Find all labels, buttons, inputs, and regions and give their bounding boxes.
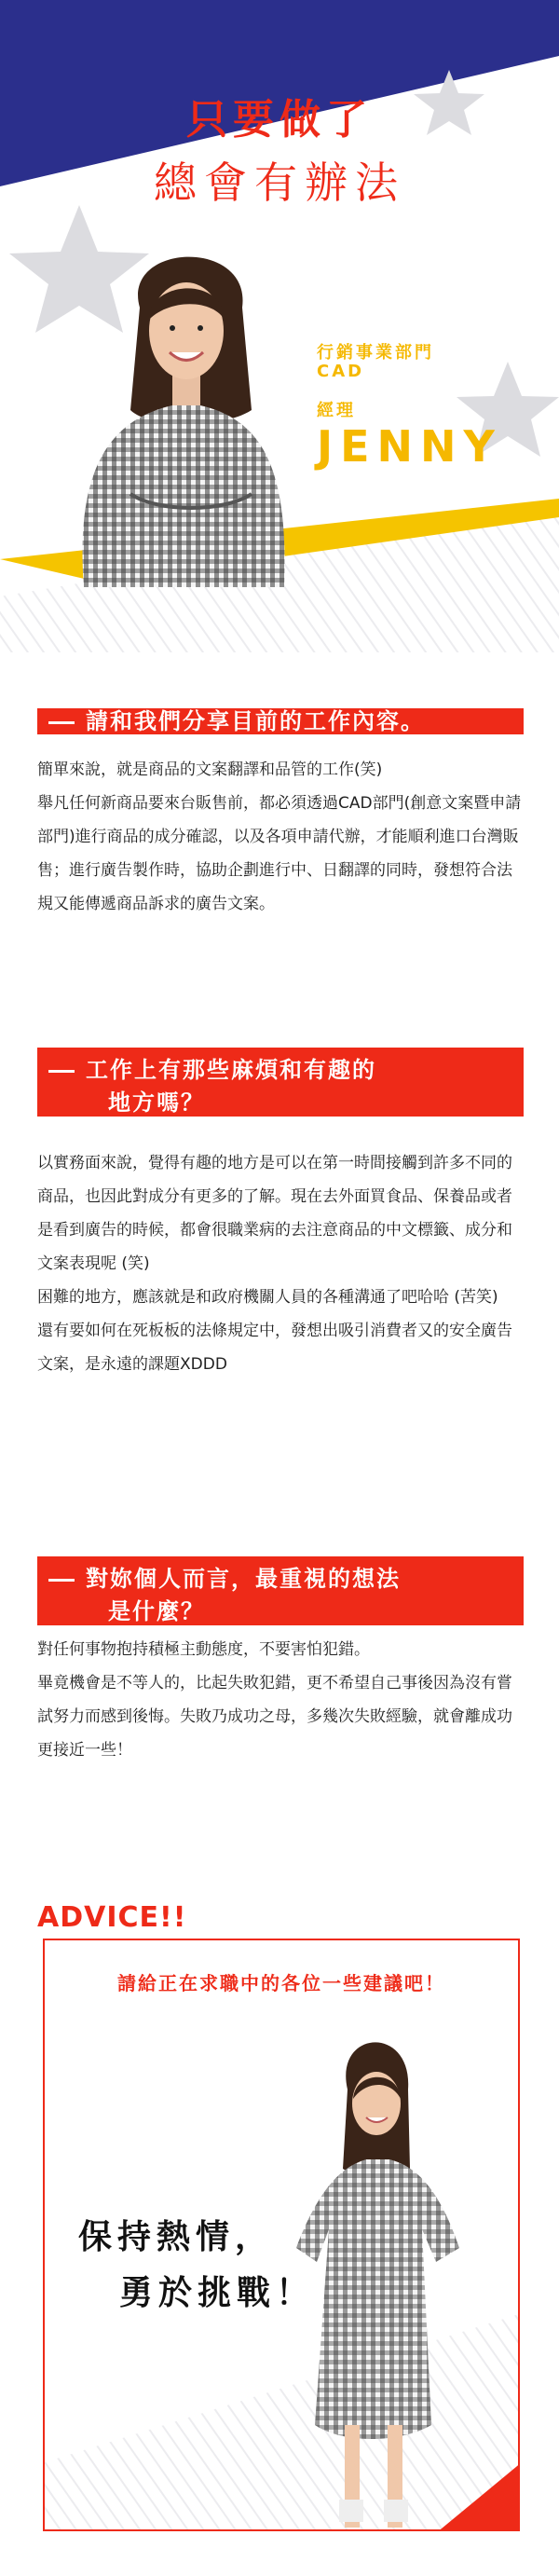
advice-label: ADVICE!! [37, 1901, 187, 1934]
paragraph: 困難的地方，應該就是和政府機關人員的各種溝通了吧哈哈 (苦笑) [37, 1288, 498, 1307]
section-2-title-line2: 地方嗎？ [108, 1089, 205, 1116]
paragraph: 以實務面來說，覺得有趣的地方是可以在第一時間接觸到許多不同的商品，也因此對成分有更多的了解。現在去外面買食品、保養品或者是看到廣告的時候，都會很職業病的去注意商品的中文標籤、成分和文案表現呢 (笑) [37, 1154, 512, 1273]
section-3-body [37, 1633, 526, 1767]
department-label: 行銷事業部門 [317, 343, 434, 363]
position-label: 經理 [317, 401, 356, 420]
dash-icon [48, 1579, 75, 1582]
paragraph: 對任何事物抱持積極主動態度，不要害怕犯錯。 [37, 1640, 370, 1659]
department-code: CAD [317, 362, 365, 381]
slogan-line1: 保持熱情， [78, 2218, 275, 2256]
hero-title-line2: 總會有辦法 [154, 158, 405, 208]
jenny-portrait-image [37, 233, 317, 587]
section-1-body [37, 753, 526, 921]
paragraph: 簡單來說，就是商品的文案翻譯和品管的工作(笑) [37, 760, 383, 779]
paragraph: 舉凡任何新商品要來台販售前，都必須透過CAD部門(創意文案暨申請部門)進行商品的成分確認，以及各項申請代辦，才能順利進口台灣販售；進行廣告製作時，協助企劃進行中、日翻譯的同時，發想符合法規又能傳遞商品訴求的廣告文案。 [37, 794, 522, 913]
section-2-title-line1: 工作上有那些麻煩和有趣的 [86, 1057, 376, 1083]
person-name: JENNY [317, 421, 502, 472]
section-2-heading [37, 1048, 524, 1117]
advice-box [43, 1939, 520, 2531]
dash-icon [48, 721, 75, 724]
hero-title-line1: 只要做了 [186, 96, 373, 144]
dash-icon [48, 1070, 75, 1073]
section-1-title: 請和我們分享目前的工作內容。 [86, 708, 425, 734]
section-1-heading [37, 708, 524, 734]
slogan-line2: 勇於挑戰！ [119, 2274, 316, 2312]
section-2-body [37, 1146, 526, 1381]
hero-banner [0, 0, 559, 652]
section-3-title-line1: 對妳個人而言，最重視的想法 [86, 1566, 401, 1592]
section-3-heading [37, 1556, 524, 1625]
paragraph: 畢竟機會是不等人的，比起失敗犯錯，更不希望自己事後因為沒有嘗試努力而感到後悔。失敗乃成功之母，多幾次失敗經驗，就會離成功更接近一些！ [37, 1674, 512, 1760]
section-3-title-line2: 是什麼？ [108, 1598, 205, 1624]
advice-subtitle: 請給正在求職中的各位一些建議吧！ [117, 1972, 445, 1994]
paragraph: 還有要如何在死板板的法條規定中，發想出吸引消費者又的安全廣告文案，是永遠的課題XDDD [37, 1322, 512, 1374]
